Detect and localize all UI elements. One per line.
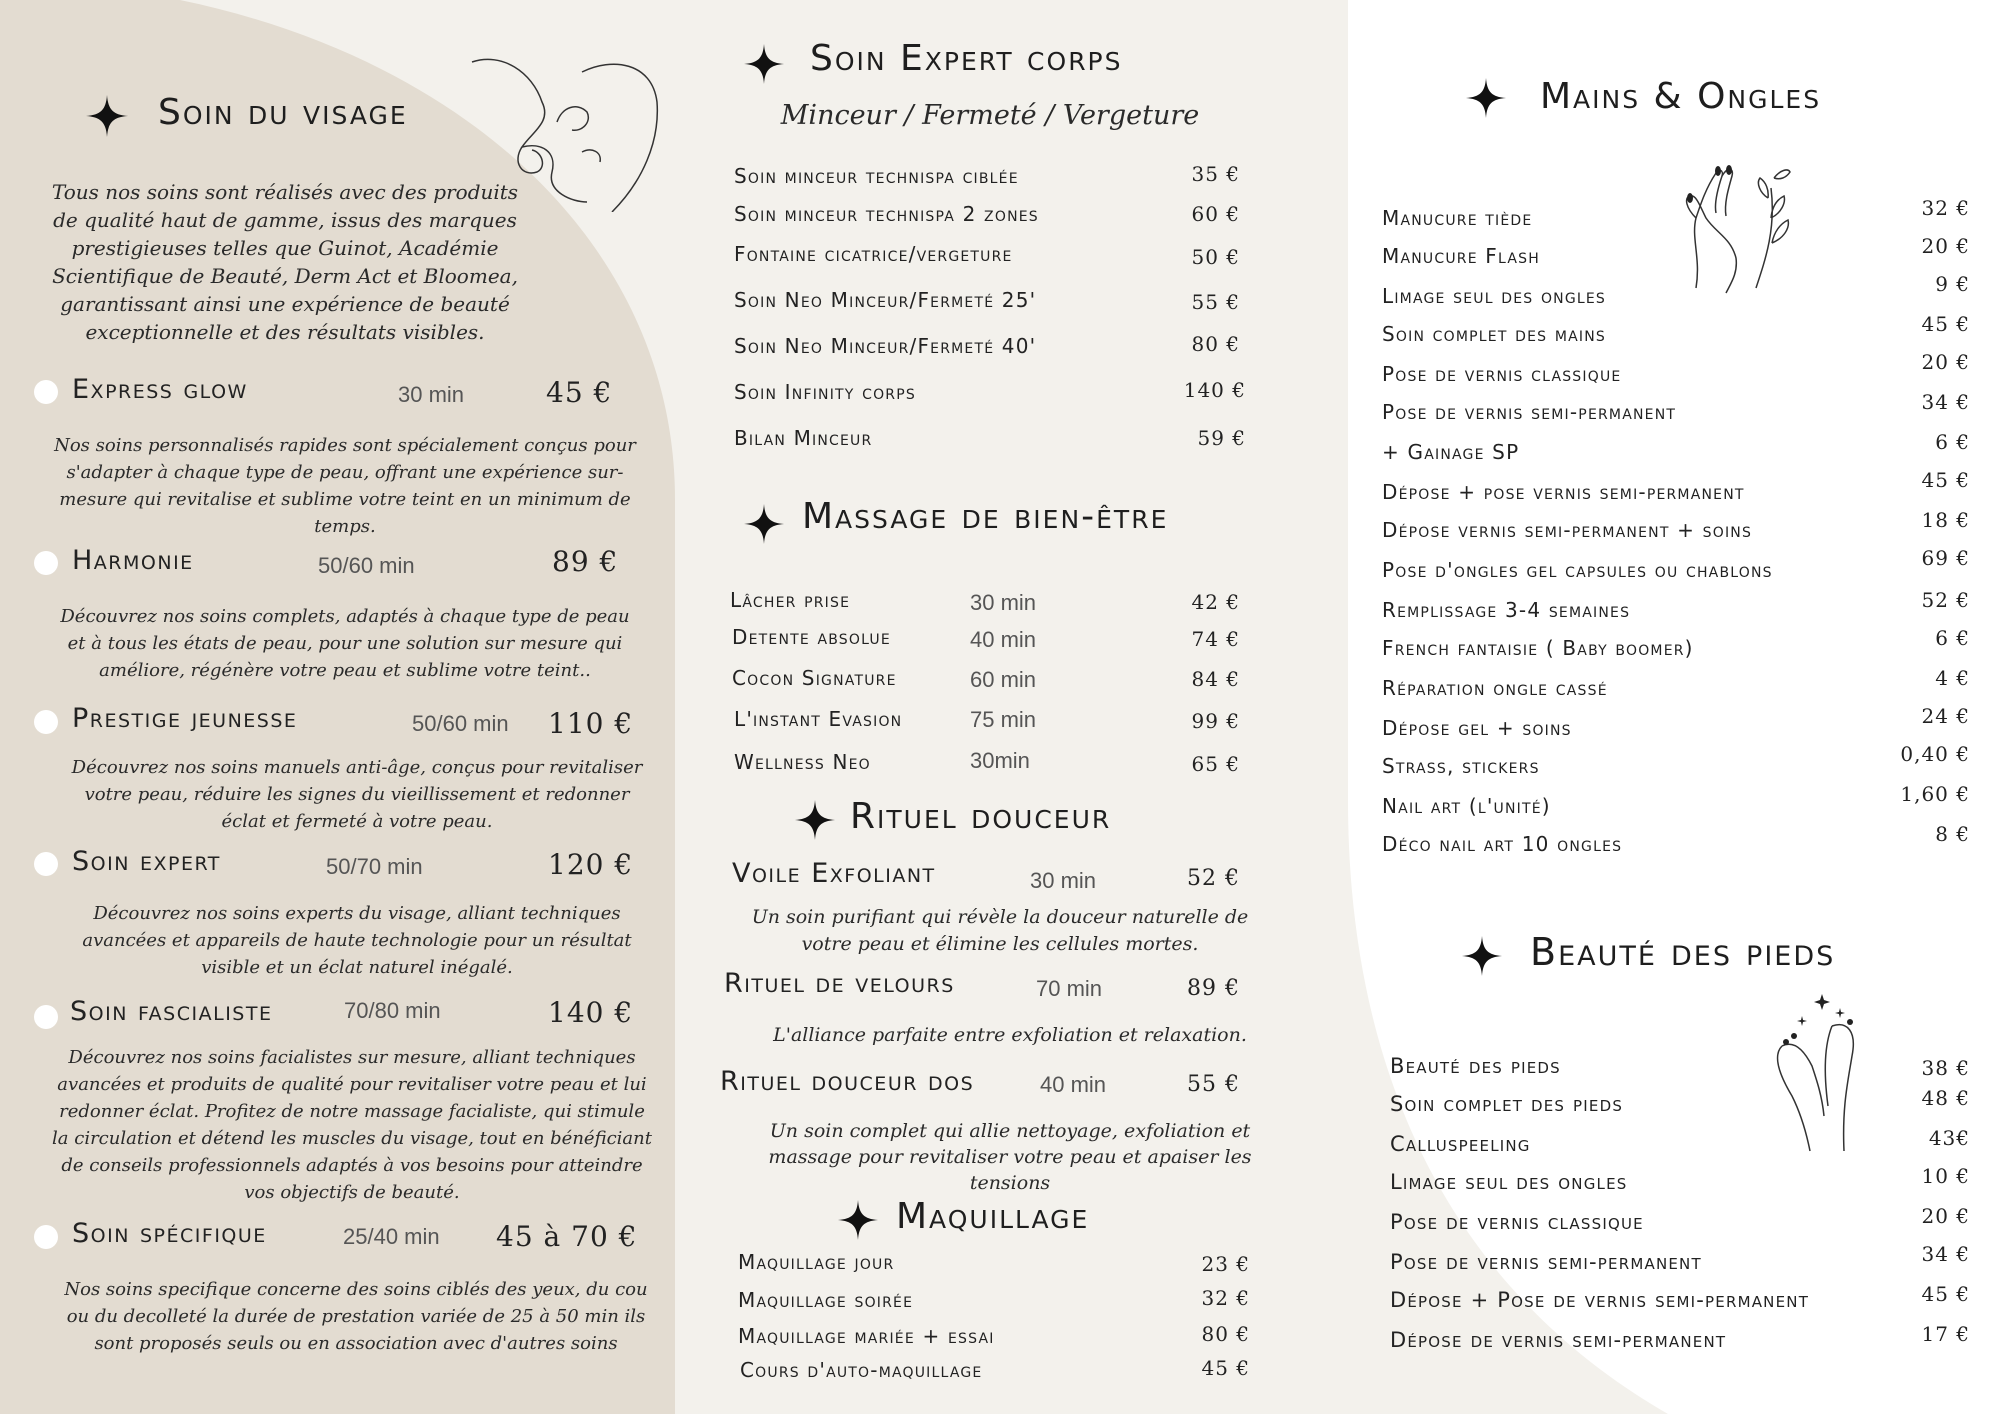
rituel-item-name: Rituel de velours <box>724 968 955 999</box>
visage-item-duration: 25/40 min <box>343 1224 440 1249</box>
sparkle-icon <box>1462 936 1502 976</box>
mains-item-name: Limage seul des ongles <box>1382 284 1607 308</box>
mains-item-price: 6 € <box>1935 626 1970 650</box>
mains-item-name: Nail art (l'unité) <box>1382 794 1551 818</box>
pieds-item-price: 38 € <box>1921 1056 1970 1080</box>
sparkle-icon <box>795 800 835 840</box>
mains-item-name: Pose de vernis semi-permanent <box>1382 400 1677 424</box>
massage-item-duration: 60 min <box>970 667 1037 692</box>
corps-item-name: Soin Neo Minceur/Fermeté 25' <box>734 288 1037 312</box>
pieds-item-price: 17 € <box>1921 1322 1970 1346</box>
corps-item-price: 55 € <box>1191 290 1240 314</box>
mains-item-name: + Gainage SP <box>1382 440 1520 464</box>
maquillage-title: Maquillage <box>896 1196 1090 1237</box>
massage-item-name: Cocon Signature <box>732 666 897 690</box>
corps-item-name: Soin Neo Minceur/Fermeté 40' <box>734 334 1037 358</box>
rituel-item-duration: 70 min <box>1036 976 1103 1001</box>
corps-item-name: Soin Infinity corps <box>734 380 916 404</box>
mains-item-price: 4 € <box>1935 666 1970 690</box>
rituel-item-desc: L'alliance parfaite entre exfoliation et relaxation. <box>773 1024 1247 1046</box>
maquillage-item-name: Maquillage soirée <box>738 1288 914 1312</box>
maquillage-item-price: 32 € <box>1201 1286 1250 1310</box>
rituel-item-price: 55 € <box>1187 1072 1240 1097</box>
mains-item-price: 24 € <box>1921 704 1970 728</box>
corps-title: Soin Expert corps <box>810 38 1123 79</box>
maquillage-item-price: 45 € <box>1201 1356 1250 1380</box>
maquillage-item-name: Maquillage mariée + essai <box>738 1324 995 1348</box>
visage-item-desc: Découvrez nos soins facialistes sur mesure, alliant techniques avancées et produits de qualité pour revitaliser votre peau et lui redonner éclat. Profitez de notre massage facialiste, qui stimule la circulation et détend les muscles du visage, tout en bénéficiant de conseils professionnels adaptés à vos besoins pour atteindre vos objectifs de beauté. <box>52 1047 652 1203</box>
mains-item-name: Remplissage 3-4 semaines <box>1382 598 1631 622</box>
visage-item-desc: Nos soins specifique concerne des soins ciblés des yeux, du cou ou du decolleté la durée de prestation variée de 25 à 50 min ils sont proposés seuls ou en association avec d'autres soins <box>64 1279 648 1354</box>
visage-item-name: Express glow <box>72 374 248 405</box>
visage-item-name: Soin fascialiste <box>70 996 273 1027</box>
visage-intro: Tous nos soins sont réalisés avec des produits de qualité haut de gamme, issus des marques prestigieuses telles que Guinot, Académie Scientifique de Beauté, Derm Act et Bloomea, garantissant ainsi une expérience de beauté exceptionnelle et des résultats visibles. <box>51 180 519 344</box>
bullet-dot <box>34 551 58 575</box>
sparkle-icon <box>744 44 784 84</box>
mains-item-price: 34 € <box>1921 390 1970 414</box>
bullet-dot <box>34 380 58 404</box>
mains-item-name: Pose d'ongles gel capsules ou chablons <box>1382 558 1773 582</box>
mains-item-price: 20 € <box>1921 350 1970 374</box>
mains-item-price: 20 € <box>1921 234 1970 258</box>
mains-item-name: Manucure tiède <box>1382 206 1533 230</box>
mains-item-name: Dépose vernis semi-permanent + soins <box>1382 518 1753 542</box>
pieds-item-price: 45 € <box>1921 1282 1970 1306</box>
massage-item-name: Wellness Neo <box>734 750 871 774</box>
mains-item-name: Pose de vernis classique <box>1382 362 1622 386</box>
massage-item-name: L'instant Evasion <box>734 707 903 731</box>
visage-item-duration: 50/60 min <box>318 553 415 578</box>
corps-item-name: Soin minceur technispa ciblée <box>734 164 1019 188</box>
visage-item-duration: 70/80 min <box>344 998 441 1023</box>
massage-item-duration: 40 min <box>970 627 1037 652</box>
mains-item-price: 6 € <box>1935 430 1970 454</box>
visage-item-price: 140 € <box>548 996 634 1029</box>
mains-item-price: 18 € <box>1921 508 1970 532</box>
corps-subtitle: Minceur / Fermeté / Vergeture <box>780 100 1200 131</box>
visage-item-duration: 30 min <box>398 382 465 407</box>
massage-item-price: 99 € <box>1191 709 1240 733</box>
rituel-item-desc: Un soin purifiant qui révèle la douceur naturelle de votre peau et élimine les cellules mortes. <box>751 906 1249 955</box>
mains-item-price: 0,40 € <box>1900 742 1970 766</box>
mains-item-price: 69 € <box>1921 546 1970 570</box>
pieds-item-name: Pose de vernis semi-permanent <box>1390 1250 1702 1274</box>
maquillage-item-price: 80 € <box>1201 1322 1250 1346</box>
visage-item-price: 45 à 70 € <box>496 1220 638 1253</box>
bullet-dot <box>34 1005 58 1029</box>
massage-item-duration: 30 min <box>970 590 1037 615</box>
mains-item-price: 52 € <box>1921 588 1970 612</box>
visage-item-price: 89 € <box>552 545 619 578</box>
corps-item-price: 35 € <box>1191 162 1240 186</box>
mains-item-price: 45 € <box>1921 312 1970 336</box>
visage-item-desc: Nos soins personnalisés rapides sont spécialement conçus pour s'adapter à chaque type de peau, offrant une expérience sur-mesure qui revitalise et sublime votre teint en un minimum de temps. <box>54 435 636 537</box>
mains-title: Mains & Ongles <box>1540 76 1822 117</box>
massage-item-duration: 30min <box>970 748 1030 773</box>
maquillage-item-name: Maquillage jour <box>738 1250 895 1274</box>
visage-item-duration: 50/60 min <box>412 711 509 736</box>
visage-item-name: Soin spécifique <box>72 1218 267 1249</box>
visage-item-price: 110 € <box>548 707 634 740</box>
sparkle-icon <box>838 1200 878 1240</box>
mains-item-name: Manucure Flash <box>1382 244 1540 268</box>
corps-item-price: 59 € <box>1197 426 1246 450</box>
massage-item-name: Lâcher prise <box>730 588 851 612</box>
rituel-title: Rituel douceur <box>850 796 1112 837</box>
visage-item-name: Harmonie <box>72 545 194 576</box>
sparkle-icon <box>1466 78 1506 118</box>
visage-item-desc: Découvrez nos soins manuels anti-âge, conçus pour revitaliser votre peau, réduire les signes du vieillissement et redonner éclat et fermeté à votre peau. <box>71 757 643 832</box>
massage-item-name: Detente absolue <box>732 625 891 649</box>
maquillage-item-price: 23 € <box>1201 1252 1250 1276</box>
rituel-item-price: 89 € <box>1187 976 1240 1001</box>
rituel-item-duration: 40 min <box>1040 1072 1107 1097</box>
pieds-title: Beauté des pieds <box>1530 930 1836 974</box>
visage-item-price: 120 € <box>548 848 634 881</box>
pieds-item-name: Dépose + Pose de vernis semi-permanent <box>1390 1288 1810 1312</box>
corps-item-price: 60 € <box>1191 202 1240 226</box>
rituel-item-price: 52 € <box>1187 866 1240 891</box>
visage-title: Soin du visage <box>158 92 408 133</box>
corps-item-price: 140 € <box>1183 378 1246 402</box>
pieds-item-price: 48 € <box>1921 1086 1970 1110</box>
mains-item-name: French fantaisie ( Baby boomer) <box>1382 636 1694 660</box>
corps-item-name: Bilan Minceur <box>734 426 873 450</box>
pieds-item-name: Calluspeeling <box>1390 1132 1531 1156</box>
mains-item-name: Dépose gel + soins <box>1382 716 1572 740</box>
mains-item-name: Soin complet des mains <box>1382 322 1606 346</box>
rituel-item-duration: 30 min <box>1030 868 1097 893</box>
visage-item-desc: Découvrez nos soins experts du visage, alliant techniques avancées et appareils de haute technologie pour un résultat visible et un éclat naturel inégalé. <box>82 903 632 978</box>
rituel-item-name: Voile Exfoliant <box>732 858 936 889</box>
corps-item-name: Fontaine cicatrice/vergeture <box>734 242 1013 266</box>
visage-item-name: Soin expert <box>72 846 221 877</box>
pieds-item-name: Soin complet des pieds <box>1390 1092 1624 1116</box>
mains-item-price: 9 € <box>1935 272 1970 296</box>
massage-item-price: 84 € <box>1191 667 1240 691</box>
hand-lineart-icon <box>1676 158 1796 298</box>
mains-item-name: Strass, stickers <box>1382 754 1540 778</box>
massage-title: Massage de bien-être <box>802 496 1169 537</box>
massage-item-price: 74 € <box>1191 627 1240 651</box>
mains-item-name: Déco nail art 10 ongles <box>1382 832 1623 856</box>
pieds-item-name: Dépose de vernis semi-permanent <box>1390 1328 1727 1352</box>
visage-item-price: 45 € <box>546 376 613 409</box>
massage-item-price: 65 € <box>1191 752 1240 776</box>
massage-item-duration: 75 min <box>970 707 1037 732</box>
corps-item-price: 80 € <box>1191 332 1240 356</box>
bullet-dot <box>34 852 58 876</box>
pieds-item-price: 43€ <box>1928 1126 1970 1150</box>
feet-lineart-icon <box>1762 986 1872 1156</box>
pieds-item-name: Beauté des pieds <box>1390 1054 1561 1078</box>
mains-item-price: 1,60 € <box>1900 782 1970 806</box>
bullet-dot <box>34 710 58 734</box>
pieds-item-price: 20 € <box>1921 1204 1970 1228</box>
maquillage-item-name: Cours d'auto-maquillage <box>740 1358 983 1382</box>
corps-item-name: Soin minceur technispa 2 zones <box>734 202 1039 226</box>
corps-item-price: 50 € <box>1191 245 1240 269</box>
rituel-item-desc: Un soin complet qui allie nettoyage, exfoliation et massage pour revitaliser votre peau et apaiser les tensions <box>768 1120 1252 1194</box>
visage-item-desc: Découvrez nos soins complets, adaptés à chaque type de peau et à tous les états de peau, pour une solution sur mesure qui améliore, régénère votre peau et sublime votre teint.. <box>60 606 630 681</box>
sparkle-icon <box>744 504 784 544</box>
mains-item-price: 32 € <box>1921 196 1970 220</box>
pieds-item-price: 10 € <box>1921 1164 1970 1188</box>
visage-item-duration: 50/70 min <box>326 854 423 879</box>
mains-item-name: Réparation ongle cassé <box>1382 676 1608 700</box>
pieds-item-name: Limage seul des ongles <box>1390 1170 1628 1194</box>
sparkle-icon <box>86 95 128 137</box>
bullet-dot <box>34 1225 58 1249</box>
pieds-item-price: 34 € <box>1921 1242 1970 1266</box>
mains-item-price: 45 € <box>1921 468 1970 492</box>
mains-item-price: 8 € <box>1935 822 1970 846</box>
rituel-item-name: Rituel douceur dos <box>720 1066 975 1097</box>
massage-item-price: 42 € <box>1191 590 1240 614</box>
mains-item-name: Dépose + pose vernis semi-permanent <box>1382 480 1745 504</box>
pieds-item-name: Pose de vernis classique <box>1390 1210 1644 1234</box>
visage-item-name: Prestige jeunesse <box>72 703 298 734</box>
